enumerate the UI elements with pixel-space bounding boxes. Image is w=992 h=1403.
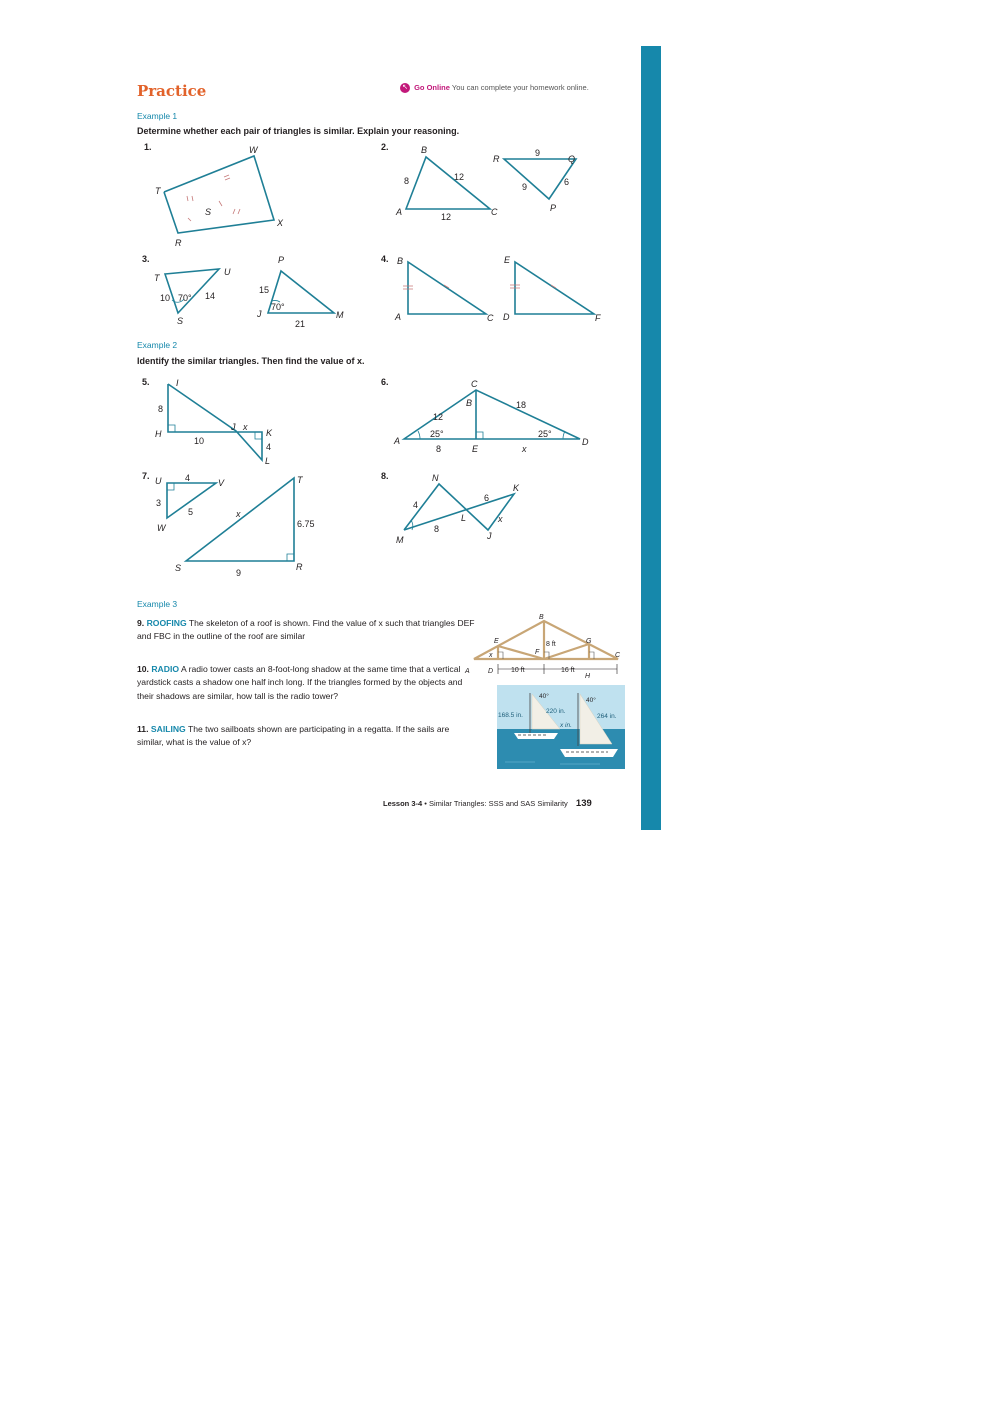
label-ab: 8 <box>404 176 410 186</box>
problem-number: 6. <box>381 377 389 387</box>
label-j: J <box>231 422 236 432</box>
label-height: 8 ft <box>546 641 556 648</box>
label-t: T <box>155 186 161 196</box>
label-ae: 8 <box>436 444 442 454</box>
go-online-text: You can complete your homework online. <box>451 83 589 92</box>
figure-problem-3 <box>154 255 344 329</box>
label-i: I <box>176 378 179 388</box>
problem-number: 2. <box>381 142 389 152</box>
problem-number: 3. <box>142 254 150 264</box>
figure-problem-4 <box>394 255 601 323</box>
label-ed: x <box>522 444 527 454</box>
problem-number: 9. <box>137 618 145 628</box>
label-angle-a: 25° <box>430 429 444 439</box>
triangle-edf <box>515 262 594 314</box>
label-g: G <box>586 638 592 645</box>
label-jm: 21 <box>295 319 306 329</box>
label-b: B <box>466 398 473 408</box>
label-l: L <box>265 456 271 466</box>
label-ih: 8 <box>158 404 164 414</box>
figure-problem-1 <box>155 145 284 248</box>
label-angle-d: 25° <box>538 429 552 439</box>
practice-heading: Practice <box>137 82 207 100</box>
label-w: W <box>157 523 166 533</box>
label-base-1: 220 in. <box>546 708 566 715</box>
label-tr: 6.75 <box>297 519 315 529</box>
label-ac: 12 <box>441 212 452 222</box>
triangle-ihj-kjl <box>168 384 262 460</box>
label-nk: 6 <box>484 493 490 503</box>
label-sr: 9 <box>236 568 242 578</box>
label-d: D <box>488 668 494 675</box>
label-angle-1: 40° <box>539 693 549 700</box>
label-hj: 10 <box>194 436 205 446</box>
label-c: C <box>491 207 498 217</box>
label-r: R <box>175 238 182 248</box>
label-x: x in. <box>560 722 572 729</box>
label-f: F <box>595 313 601 323</box>
label-v: V <box>218 478 225 488</box>
label-b: B <box>421 145 428 155</box>
label-m: M <box>336 310 344 320</box>
label-k: K <box>513 483 520 493</box>
page-footer: Lesson 3-4 • Similar Triangles: SSS and SAS Similarity 139 <box>383 798 592 809</box>
label-mn: 4 <box>413 500 419 510</box>
example-1-instruction: Determine whether each pair of triangles is similar. Explain your reasoning. <box>137 126 460 136</box>
problem-number: 8. <box>381 471 389 481</box>
label-q: Q <box>568 154 576 164</box>
label-r: R <box>296 562 303 572</box>
label-x: x <box>489 652 493 659</box>
problem-number: 7. <box>142 471 150 481</box>
triangle-abc <box>406 157 490 209</box>
example-2-label: Example 2 <box>137 340 178 350</box>
problem-number: 4. <box>381 254 389 264</box>
label-t: T <box>297 475 303 485</box>
label-b: B <box>539 614 544 621</box>
footer-lesson: Lesson 3-4 <box>383 799 423 808</box>
label-j: J <box>487 531 492 541</box>
label-a: A <box>394 436 401 446</box>
label-b: B <box>397 256 404 266</box>
label-a: A <box>465 668 470 675</box>
label-st: x <box>236 509 241 519</box>
label-height-1: 168.5 in. <box>498 712 523 719</box>
label-d: D <box>503 312 510 322</box>
figure-problem-6 <box>393 379 589 454</box>
cursor-icon: ↖ <box>400 83 410 93</box>
label-kj: x <box>498 514 503 524</box>
label-t: T <box>154 273 160 283</box>
label-p: P <box>550 203 557 213</box>
go-online-lead: Go Online <box>414 83 450 92</box>
label-e: E <box>472 444 479 454</box>
problem-number: 10. <box>137 664 149 674</box>
label-c: C <box>487 313 494 323</box>
problem-number: 5. <box>142 377 150 387</box>
label-rq: 9 <box>535 148 541 158</box>
label-m: M <box>396 535 404 545</box>
label-a: A <box>395 312 402 322</box>
triangle-bac <box>408 262 486 314</box>
label-bc: 12 <box>454 172 465 182</box>
label-x: X <box>277 218 284 228</box>
problem-text: The two sailboats shown are participating in a regatta. If the sails are similar, what is the value of x? <box>137 724 450 748</box>
label-pj: 15 <box>259 285 270 295</box>
label-ab: 12 <box>433 412 444 422</box>
label-h: H <box>155 429 162 439</box>
label-e: E <box>494 638 499 645</box>
problem-category: RADIO <box>151 664 180 674</box>
label-kl: 4 <box>266 442 272 452</box>
label-f: F <box>535 649 540 656</box>
roof-labels <box>464 614 621 680</box>
label-bd: 18 <box>516 400 527 410</box>
label-su: 14 <box>205 291 216 301</box>
label-h: H <box>585 673 591 680</box>
label-u: U <box>224 267 231 277</box>
problem-text: The skeleton of a roof is shown. Find the value of x such that triangles DEF and FBC in the outline of the roof are similar <box>137 618 475 642</box>
problem-text: A radio tower casts an 8-foot-long shadow at the same time that a vertical yardstick casts a shadow one half inch long. If the triangles formed by the objects and their shadows are similar, how tall is the radio tower? <box>137 664 463 701</box>
problem-number: 11. <box>137 724 149 734</box>
example-2-instruction: Identify the similar triangles. Then find the value of x. <box>137 356 365 366</box>
example-1-label: Example 1 <box>137 111 178 121</box>
figure-problem-8 <box>396 473 520 545</box>
label-uw: 3 <box>156 498 162 508</box>
label-df: 10 ft <box>511 667 525 674</box>
label-u: U <box>155 476 162 486</box>
label-c: C <box>615 652 621 659</box>
label-s: S <box>205 207 212 217</box>
example-3-label: Example 3 <box>137 599 178 609</box>
problem-category: SAILING <box>150 724 186 734</box>
label-angle2: 70° <box>271 302 285 312</box>
problem-category: ROOFING <box>146 618 187 628</box>
page-number: 139 <box>575 798 592 809</box>
label-angle: 70° <box>178 293 192 303</box>
figure-problem-7 <box>155 473 315 578</box>
label-rp: 9 <box>522 182 528 192</box>
label-wv: 5 <box>188 507 194 517</box>
label-ts: 10 <box>160 293 171 303</box>
figure-problem-5 <box>155 378 273 466</box>
label-j: J <box>257 309 262 319</box>
label-height-2: 264 in. <box>597 713 617 720</box>
sailboat-illustration <box>497 685 625 769</box>
label-x: x <box>243 422 248 432</box>
figure-problem-2 <box>395 145 576 222</box>
label-angle-2: 40° <box>586 697 596 704</box>
label-p: P <box>278 255 285 265</box>
label-r: R <box>493 154 500 164</box>
label-uv: 4 <box>185 473 191 483</box>
label-e: E <box>504 255 511 265</box>
label-a: A <box>396 207 403 217</box>
label-d: D <box>582 437 589 447</box>
triangle-str <box>186 478 294 561</box>
label-l: L <box>461 513 467 523</box>
label-qp: 6 <box>564 177 570 187</box>
label-ml: 8 <box>434 524 440 534</box>
problem-number: 1. <box>144 142 152 152</box>
label-s: S <box>175 563 182 573</box>
label-fc: 16 ft <box>561 667 575 674</box>
label-s: S <box>177 316 184 326</box>
label-k: K <box>266 428 273 438</box>
label-c: C <box>471 379 478 389</box>
tick-marks <box>187 175 240 221</box>
label-n: N <box>432 473 439 483</box>
triangle-tsx-wrx <box>164 156 274 233</box>
tick-marks <box>403 285 556 289</box>
footer-title: Similar Triangles: SSS and SAS Similarity <box>429 799 568 808</box>
label-w: W <box>249 145 258 155</box>
